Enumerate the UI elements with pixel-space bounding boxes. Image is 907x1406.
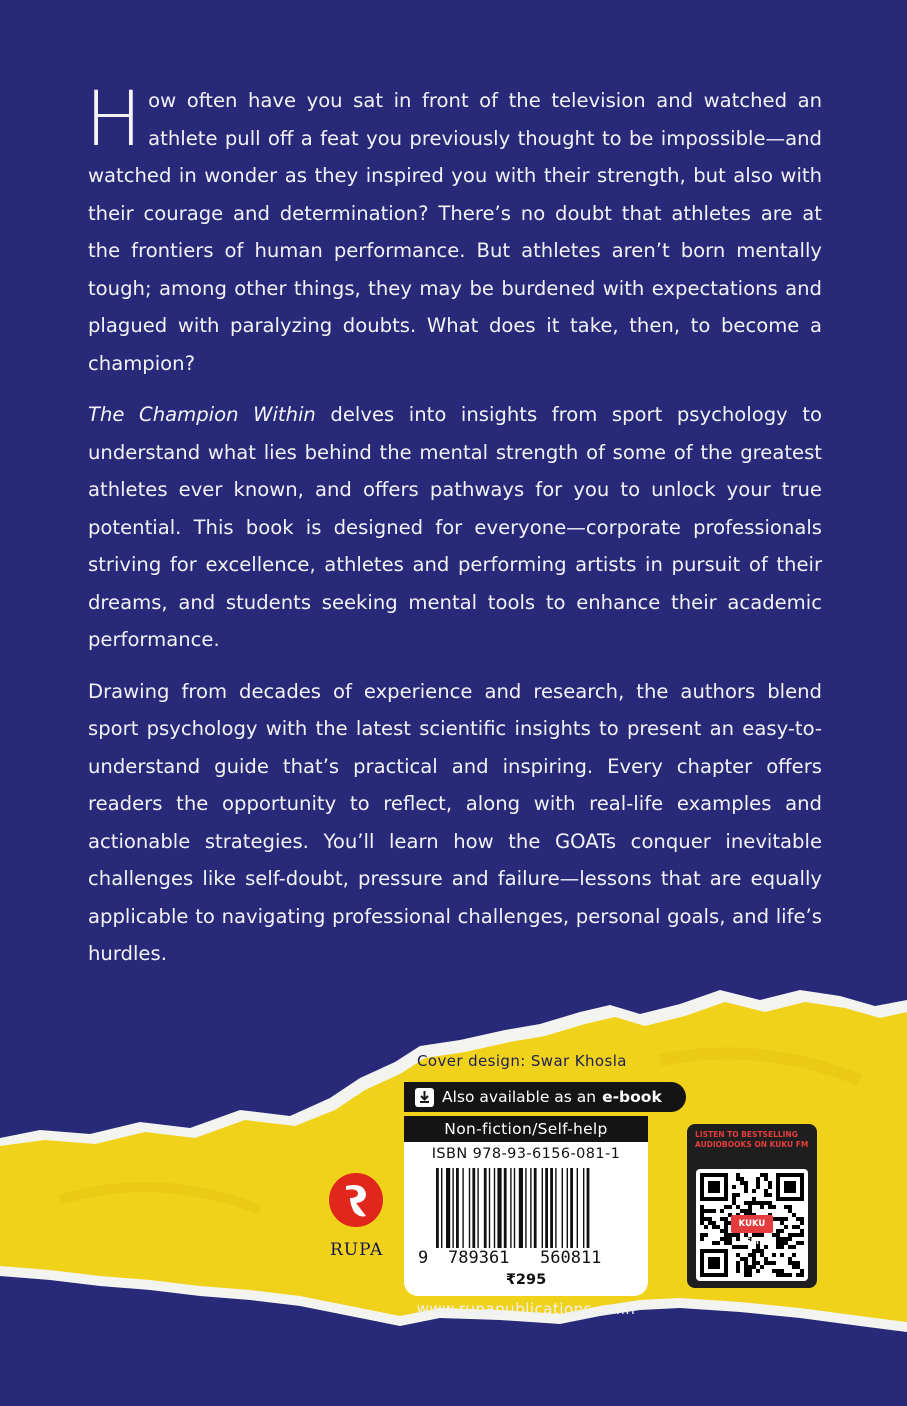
- kuku-heading: LISTEN TO BESTSELLING AUDIOBOOKS ON KUKU FM: [695, 1130, 809, 1149]
- qr-code-icon: [696, 1169, 808, 1281]
- isbn-barcode-box: [404, 1142, 648, 1296]
- drop-cap: H: [85, 74, 143, 163]
- blurb-paragraph-1-text: ow often have you sat in front of the television and watched an athlete pull off a feat you previously thought to be impossible—and watched in wonder as they inspired you with their strength, but also with their courage and determination? There’s no doubt that athletes are at the frontiers of human performance. But athletes aren’t born mentally tough; among other things, they may be burdened with expectations and plagued with paralyzing doubts. What does it take, then, to become a champion?: [88, 89, 822, 375]
- barcode-digits-right: 560811: [540, 1248, 602, 1268]
- genre-label: Non-fiction/Self-help: [404, 1116, 648, 1142]
- kuku-badge: KUKU FM: [731, 1215, 773, 1233]
- book-title-italic: The Champion Within: [88, 403, 316, 426]
- isbn-number: ISBN 978-93-6156-081-1: [431, 1146, 621, 1162]
- rupa-logo: [324, 1172, 388, 1228]
- ebook-text: Also available as an: [442, 1088, 597, 1106]
- barcode-digits-left: 789361: [448, 1248, 510, 1268]
- barcode-digit-first: 9: [418, 1248, 429, 1268]
- kuku-fm-card: [687, 1124, 817, 1288]
- ebook-availability-banner: [404, 1082, 686, 1112]
- publisher-website: www.rupapublications.co.in: [416, 1300, 636, 1318]
- cover-design-credit: Cover design: Swar Khosla: [417, 1052, 627, 1070]
- price: ₹295: [505, 1272, 547, 1288]
- publisher-name: RUPA: [330, 1240, 384, 1260]
- blurb-paragraph-2-text: delves into insights from sport psychology to understand what lies behind the mental strength of some of the greatest athletes ever known, and offers pathways for you to unlock your true potential. This book is designed for everyone—corporate professionals striving for excellence, athletes and performing artists in pursuit of their dreams, and students seeking mental tools to enhance their academic performance.: [88, 403, 822, 651]
- ebook-bold: e-book: [602, 1088, 662, 1106]
- download-icon: [415, 1088, 434, 1107]
- blurb-paragraph-3: Drawing from decades of experience and research, the authors blend sport psychology with the latest scientific insights to present an easy-to-understand guide that’s practical and inspiring. Every chapter offers readers the opportunity to reflect, along with real-life examples and actionable strategies. You’ll learn how the GOATs conquer inevitable challenges like self-doubt, pressure and failure—lessons that are equally applicable to navigating professional challenges, personal goals, and life’s hurdles.: [88, 679, 822, 965]
- barcode-icon: [436, 1168, 616, 1248]
